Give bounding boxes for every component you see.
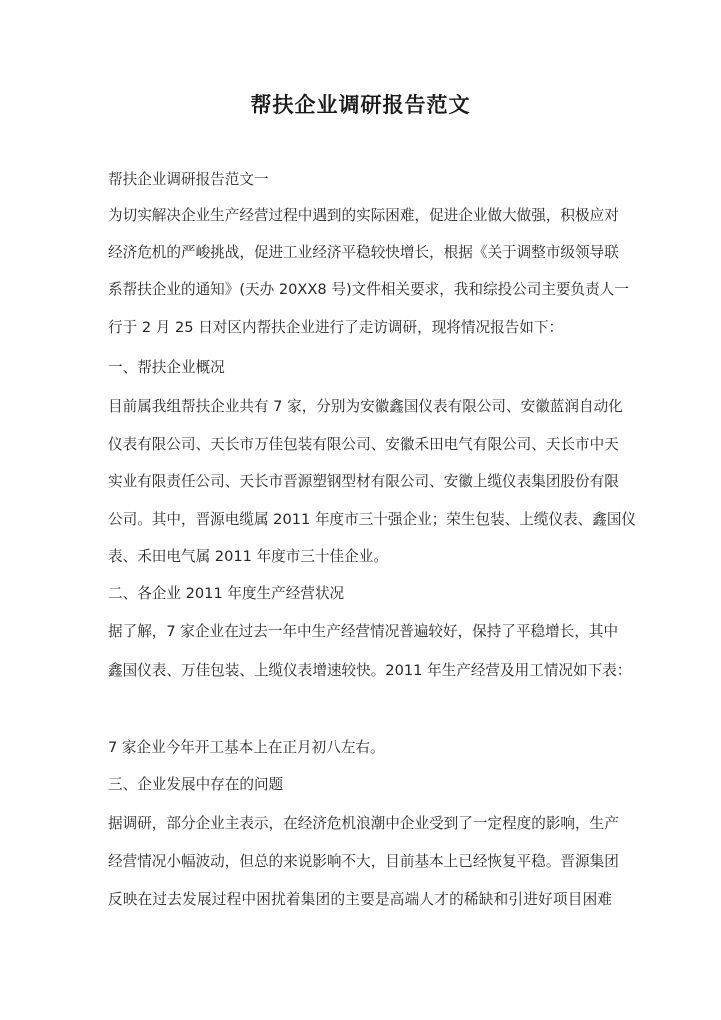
section-heading-3: 三、企业发展中存在的问题 <box>108 776 284 793</box>
paragraph-line: 为切实解决企业生产经营过程中遇到的实际困难，促进企业做大做强，积极应对 <box>108 207 619 224</box>
paragraph-line: 鑫国仪表、万佳包装、上缆仪表增速较快。2011 年生产经营及用工情况如下表： <box>108 662 632 679</box>
section-heading-2: 二、各企业 2011 年度生产经营状况 <box>108 585 345 602</box>
paragraph-line: 经营情况小幅波动，但总的来说影响不大，目前基本上已经恢复平稳。晋源集团 <box>108 853 619 870</box>
paragraph-line: 据调研，部分企业主表示，在经济危机浪潮中企业受到了一定程度的影响，生产 <box>108 815 619 832</box>
paragraph-line: 系帮扶企业的通知》(天办 20XX8 号)文件相关要求，我和综投公司主要负责人一 <box>108 281 629 298</box>
paragraph-line: 公司。其中，晋源电缆属 2011 年度市三十强企业；荣生包装、上缆仪表、鑫国仪 <box>108 511 637 528</box>
paragraph-line: 仪表有限公司、天长市万佳包装有限公司、安徽禾田电气有限公司、天长市中天 <box>108 436 619 453</box>
paragraph-line: 表、禾田电气属 2011 年度市三十佳企业。 <box>108 548 388 565</box>
subtitle-line: 帮扶企业调研报告范文一 <box>108 171 269 188</box>
paragraph-line: 实业有限责任公司、天长市晋源塑钢型材有限公司、安徽上缆仪表集团股份有限 <box>108 473 619 490</box>
paragraph-line: 经济危机的严峻挑战，促进工业经济平稳较快增长，根据《关于调整市级领导联 <box>108 244 619 261</box>
section-heading-1: 一、帮扶企业概况 <box>108 359 225 376</box>
paragraph-line: 行于 2 月 25 日对区内帮扶企业进行了走访调研，现将情况报告如下： <box>108 319 564 336</box>
paragraph-line: 据了解，7 家企业在过去一年中生产经营情况普遍较好，保持了平稳增长，其中 <box>108 623 619 640</box>
document-title: 帮扶企业调研报告范文 <box>250 93 471 117</box>
paragraph-line: 7 家企业今年开工基本上在正月初八左右。 <box>108 739 385 756</box>
paragraph-line: 反映在过去发展过程中困扰着集团的主要是高端人才的稀缺和引进好项目困难 <box>108 891 612 908</box>
paragraph-line: 目前属我组帮扶企业共有 7 家，分别为安徽鑫国仪表有限公司、安徽蓝润自动化 <box>108 398 623 415</box>
